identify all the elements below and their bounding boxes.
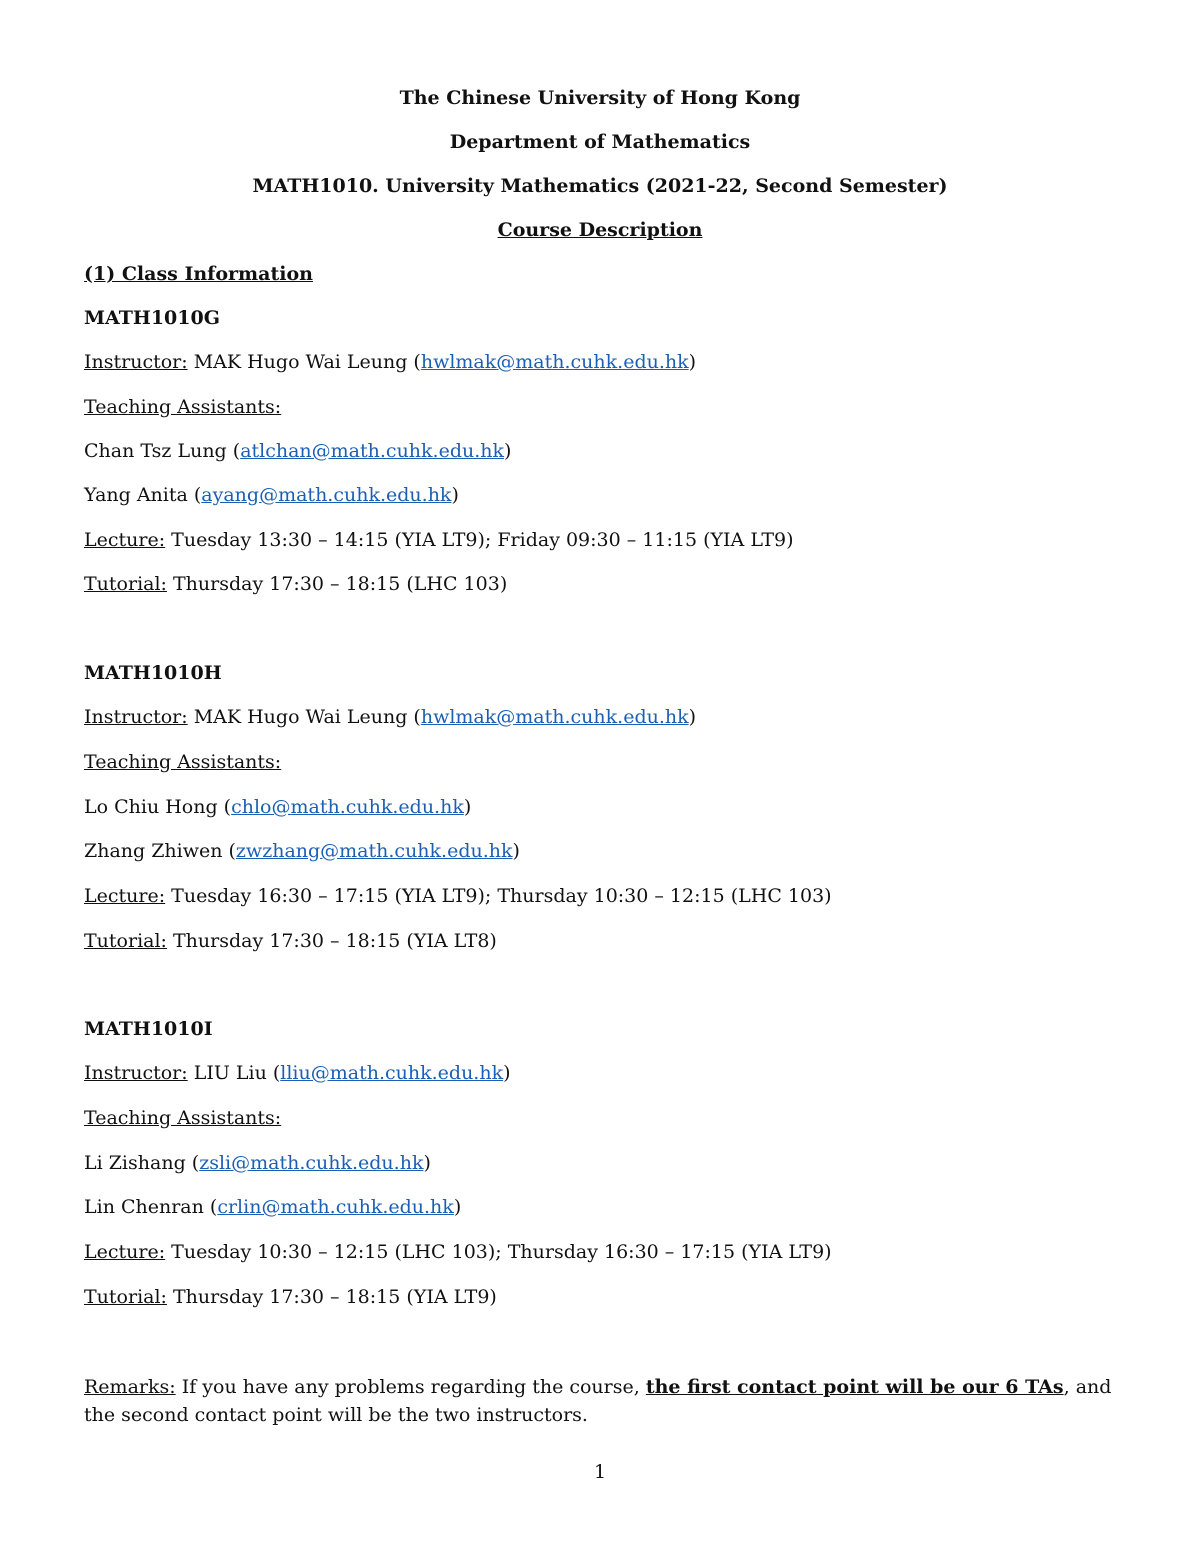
tas-label: Teaching Assistants: xyxy=(84,751,282,773)
document-title: Course Description xyxy=(497,219,703,241)
ta-line: Li Zishang (zsli@math.cuhk.edu.hk) xyxy=(84,1152,431,1174)
instructor-line-h: Instructor: MAK Hugo Wai Leung (hwlmak@math.cuhk.edu.hk) xyxy=(84,706,697,728)
instructor-line-i: Instructor: LIU Liu (lliu@math.cuhk.edu.hk) xyxy=(84,1062,511,1084)
tutorial-line-g xyxy=(84,572,507,596)
tutorial-schedule: Thursday 17:30 – 18:15 (YIA LT8) xyxy=(173,930,497,952)
class-code-g: MATH1010G xyxy=(84,307,220,329)
ta-email-link[interactable]: crlin@math.cuhk.edu.hk xyxy=(217,1196,454,1218)
lecture-label: Lecture: xyxy=(84,1241,166,1263)
page-number: 1 xyxy=(593,1461,607,1483)
remarks-paragraph xyxy=(84,1373,1124,1429)
ta-email-link[interactable]: ayang@math.cuhk.edu.hk xyxy=(201,484,452,506)
instructor-name: MAK Hugo Wai Leung xyxy=(193,706,408,728)
lecture-line-i xyxy=(84,1240,832,1264)
lecture-schedule: Tuesday 13:30 – 14:15 (YIA LT9); Friday 09:30 – 11:15 (YIA LT9) xyxy=(171,529,794,551)
ta-email-link[interactable]: zsli@math.cuhk.edu.hk xyxy=(199,1152,424,1174)
tas-label: Teaching Assistants: xyxy=(84,1107,282,1129)
ta-name: Yang Anita xyxy=(84,484,188,506)
instructor-line-g: Instructor: MAK Hugo Wai Leung (hwlmak@math.cuhk.edu.hk) xyxy=(84,351,697,373)
tutorial-schedule: Thursday 17:30 – 18:15 (LHC 103) xyxy=(173,573,508,595)
department-title: Department of Mathematics xyxy=(449,131,751,153)
instructor-label: Instructor: xyxy=(84,351,188,373)
tutorial-schedule: Thursday 17:30 – 18:15 (YIA LT9) xyxy=(173,1286,497,1308)
course-title: MATH1010. University Mathematics (2021-22, Second Semester) xyxy=(252,175,948,197)
ta-email-link[interactable]: atlchan@math.cuhk.edu.hk xyxy=(240,440,505,462)
remarks-emphasis: the first contact point will be our 6 TAs xyxy=(645,1376,1064,1398)
ta-email-link[interactable]: chlo@math.cuhk.edu.hk xyxy=(231,796,464,818)
tas-label: Teaching Assistants: xyxy=(84,396,282,418)
ta-name: Lin Chenran xyxy=(84,1196,204,1218)
class-code-i: MATH1010I xyxy=(84,1018,213,1040)
ta-email-link[interactable]: zwzhang@math.cuhk.edu.hk xyxy=(235,840,513,862)
ta-line: Zhang Zhiwen (zwzhang@math.cuhk.edu.hk) xyxy=(84,840,520,862)
ta-line: Lo Chiu Hong (chlo@math.cuhk.edu.hk) xyxy=(84,796,472,818)
instructor-label: Instructor: xyxy=(84,706,188,728)
lecture-schedule: Tuesday 10:30 – 12:15 (LHC 103); Thursday 16:30 – 17:15 (YIA LT9) xyxy=(171,1241,832,1263)
ta-name: Lo Chiu Hong xyxy=(84,796,218,818)
ta-line: Lin Chenran (crlin@math.cuhk.edu.hk) xyxy=(84,1196,462,1218)
instructor-email-link[interactable]: hwlmak@math.cuhk.edu.hk xyxy=(420,351,689,373)
tutorial-line-h xyxy=(84,929,497,953)
instructor-name: MAK Hugo Wai Leung xyxy=(193,351,408,373)
remarks-label: Remarks: xyxy=(84,1376,176,1398)
instructor-name: LIU Liu xyxy=(193,1062,267,1084)
ta-line: Yang Anita (ayang@math.cuhk.edu.hk) xyxy=(84,484,459,506)
ta-name: Chan Tsz Lung xyxy=(84,440,227,462)
instructor-email-link[interactable]: hwlmak@math.cuhk.edu.hk xyxy=(420,706,689,728)
lecture-line-g xyxy=(84,528,794,552)
ta-name: Li Zishang xyxy=(84,1152,186,1174)
ta-name: Zhang Zhiwen xyxy=(84,840,223,862)
tutorial-label: Tutorial: xyxy=(84,573,167,595)
tutorial-label: Tutorial: xyxy=(84,930,167,952)
tutorial-label: Tutorial: xyxy=(84,1286,167,1308)
university-title: The Chinese University of Hong Kong xyxy=(399,87,801,109)
lecture-schedule: Tuesday 16:30 – 17:15 (YIA LT9); Thursday 10:30 – 12:15 (LHC 103) xyxy=(171,885,832,907)
lecture-line-h xyxy=(84,884,832,908)
class-code-h: MATH1010H xyxy=(84,662,222,684)
ta-line: Chan Tsz Lung (atlchan@math.cuhk.edu.hk) xyxy=(84,440,512,462)
section-title: (1) Class Information xyxy=(84,263,313,285)
lecture-label: Lecture: xyxy=(84,529,166,551)
remarks-text-before: If you have any problems regarding the course, xyxy=(175,1376,646,1398)
instructor-label: Instructor: xyxy=(84,1062,188,1084)
lecture-label: Lecture: xyxy=(84,885,166,907)
tutorial-line-i xyxy=(84,1285,497,1309)
instructor-email-link[interactable]: lliu@math.cuhk.edu.hk xyxy=(280,1062,504,1084)
remarks-text-after: , and the second contact point will be the two instructors. xyxy=(84,1376,1112,1426)
